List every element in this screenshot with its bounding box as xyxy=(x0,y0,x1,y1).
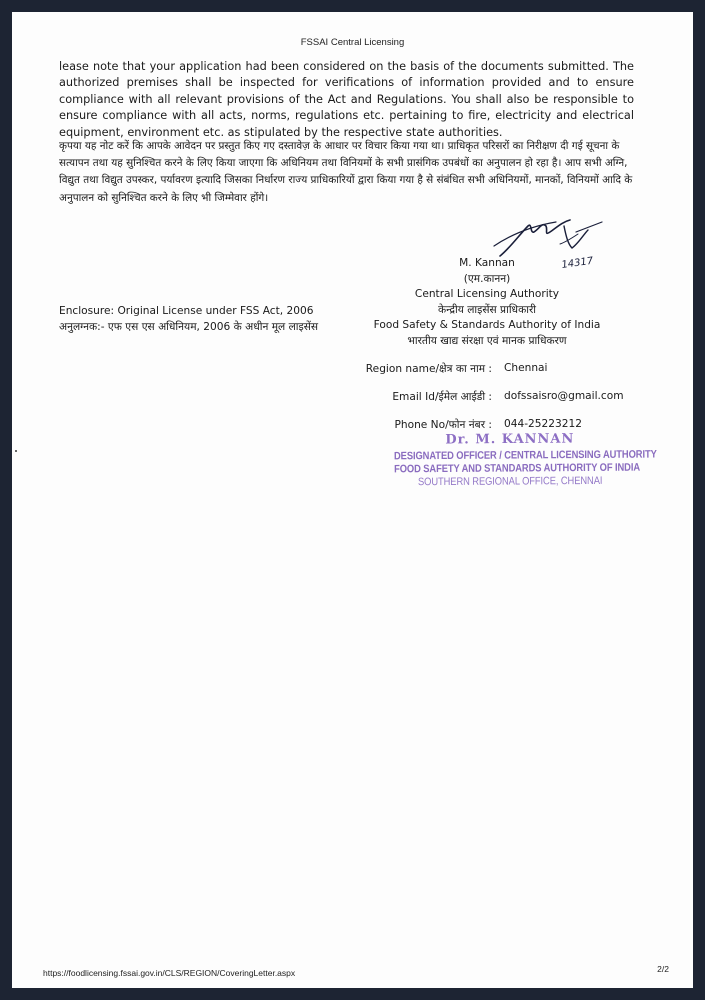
phone-label: Phone No/फोन नंबर : xyxy=(394,419,492,431)
stamp-line-1: DESIGNATED OFFICER / CENTRAL LICENSING AUTHORITY xyxy=(393,447,657,462)
signatory-title-hindi: केन्द्रीय लाइसेंस प्राधिकारी xyxy=(437,303,537,316)
phone-value: 044-25223212 xyxy=(504,418,582,430)
signatory-org: Food Safety & Standards Authority of India xyxy=(373,319,601,332)
signatory-org-hindi: भारतीय खाद्य संरक्षा एवं मानक प्राधिकरण xyxy=(407,334,567,347)
enclosure-english: Enclosure: Original License under FSS Act, 2006 xyxy=(59,305,314,317)
region-label: Region name/क्षेत्र का नाम : xyxy=(365,363,492,375)
email-label: Email Id/ईमेल आईडी : xyxy=(392,391,492,403)
stamp-name: Dr. M. KANNAN xyxy=(445,431,575,448)
notice-paragraph-hindi: कृपया यह नोट करें कि आपके आवेदन पर प्रस्तुत किए गए दस्तावेज़ के आधार पर विचार किया गया था। प्राधिकृत परिसरों का निरीक्षण दी गई सूचना के सत्यापन तथा यह सुनिश्चित करने के लिए किया जाएगा कि अधिनियम तथा विनियमों के सभी प्रासंगिक उपबंधों का अनुपालन हो रहा है। आप सभी अग्नि, विद्युत तथा विद्युत उपस्कर, पर्यावरण इत्यादि जिसका निर्धारण राज्य प्राधिकारियों द्वारा किया गया है से संबंधित सभी अधिनियमों, मानकों, विनियमों आदि के अनुपालन को सुनिश्चित करने के लिए भी जिम्मेवार होंगे। xyxy=(59,140,633,204)
signatory-title: Central Licensing Authority xyxy=(414,288,560,301)
stamp-line-2: FOOD SAFETY AND STANDARDS AUTHORITY OF INDIA xyxy=(394,460,641,475)
notice-paragraph-english: lease note that your application had been considered on the basis of the documents submitted. The authorized premises shall be inspected for verifications of information provided and to ensure compliance with all relevant provisions of the Act and Regulations. You shall also be responsible to ensure compliance with all acts, norms, regulations etc. pertaining to fire, electricity and electrical equipment, environment etc. as stipulated by the respective state authorities. xyxy=(59,60,634,139)
signatory-name-hindi: (एम.कानन) xyxy=(463,272,511,285)
enclosure-hindi: अनुलग्नक:- एफ एस एस अधिनियम, 2006 के अधीन मूल लाइसेंस xyxy=(59,320,319,333)
signature-date: 14317 xyxy=(560,255,594,271)
signatory-block xyxy=(362,256,612,350)
footer-page-number: 2/2 xyxy=(657,964,669,974)
document-page xyxy=(12,12,693,988)
official-stamp xyxy=(393,431,657,488)
signatory-name: M. Kannan xyxy=(459,257,515,269)
footer-url: https://foodlicensing.fssai.gov.in/CLS/REGION/CoveringLetter.aspx xyxy=(43,968,296,978)
stamp-line-3: SOUTHERN REGIONAL OFFICE, CHENNAI xyxy=(417,473,603,488)
enclosure-note xyxy=(59,304,318,335)
page-header: FSSAI Central Licensing xyxy=(300,37,405,48)
scan-speck xyxy=(15,450,17,452)
email-value: dofssaisro@gmail.com xyxy=(504,390,624,402)
region-value: Chennai xyxy=(504,362,548,374)
